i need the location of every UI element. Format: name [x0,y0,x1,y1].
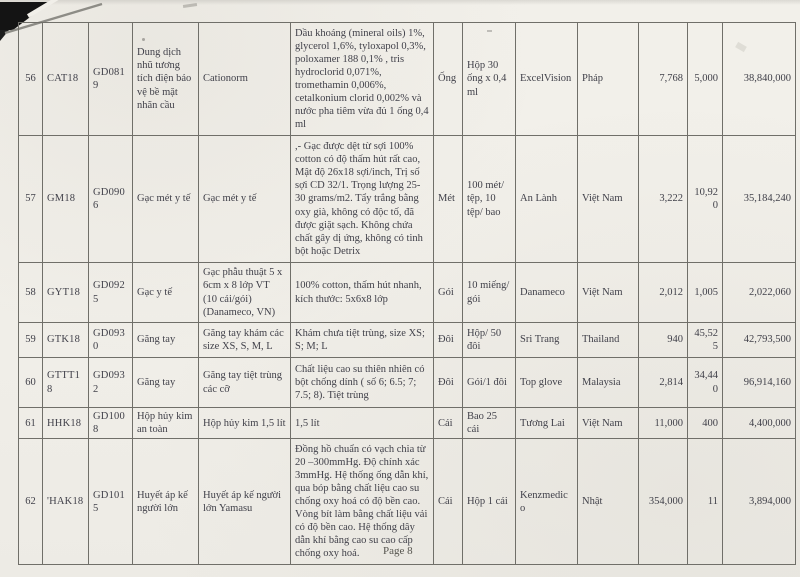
cell-item-code: 'HAK18 [43,439,89,565]
table-row [19,323,796,358]
cell-item-name: Huyết áp kế người lớn [133,439,199,565]
cell-quantity: 10,920 [688,136,723,263]
cell-packing: Bao 25 cái [463,408,516,439]
cell-packing: 10 miếng/ gói [463,263,516,323]
table-row [19,408,796,439]
cell-description: Chất liệu cao su thiên nhiên có bột chống dính ( số 6; 6.5; 7; 7.5; 8). Tiệt trùng [291,358,434,408]
cell-total-amount: 38,840,000 [723,23,796,136]
cell-unit-price: 7,768 [639,23,688,136]
cell-item-name: Gạc mét y tế [133,136,199,263]
cell-total-amount: 3,894,000 [723,439,796,565]
cell-manufacturer: Sri Trang [516,323,578,358]
cell-catalog-code: GD0906 [89,136,133,263]
cell-row-number: 56 [19,23,43,136]
cell-manufacturer: Danameco [516,263,578,323]
cell-item-name: Hộp hủy kim an toàn [133,408,199,439]
cell-item-code: CAT18 [43,23,89,136]
cell-row-number: 59 [19,323,43,358]
cell-item-name: Găng tay [133,323,199,358]
cell-product-name: Găng tay tiệt trùng các cỡ [199,358,291,408]
cell-row-number: 58 [19,263,43,323]
cell-total-amount: 42,793,500 [723,323,796,358]
cell-description: 100% cotton, thấm hút nhanh, kích thước: 5x6x8 lớp [291,263,434,323]
page-number-label: Page 8 [383,545,413,557]
cell-catalog-code: GD0925 [89,263,133,323]
cell-country: Việt Nam [578,408,639,439]
cell-product-name: Gạc mét y tế [199,136,291,263]
cell-packing: Hộp 30 ống x 0,4 ml [463,23,516,136]
cell-country: Việt Nam [578,263,639,323]
cell-country: Việt Nam [578,136,639,263]
cell-manufacturer: Top glove [516,358,578,408]
cell-total-amount: 35,184,240 [723,136,796,263]
cell-packing: Gói/1 đôi [463,358,516,408]
cell-catalog-code: GD1015 [89,439,133,565]
table-row [19,358,796,408]
cell-unit: Cái [434,408,463,439]
cell-packing: Hộp/ 50 đôi [463,323,516,358]
cell-unit: Ống [434,23,463,136]
cell-quantity: 400 [688,408,723,439]
cell-description: 1,5 lít [291,408,434,439]
cell-item-code: GTTT18 [43,358,89,408]
cell-item-name: Gạc y tế [133,263,199,323]
cell-unit-price: 940 [639,323,688,358]
cell-country: Thailand [578,323,639,358]
cell-manufacturer: Tương Lai [516,408,578,439]
cell-unit: Mét [434,136,463,263]
cell-item-code: HHK18 [43,408,89,439]
cell-quantity: 5,000 [688,23,723,136]
cell-description: Đồng hồ chuẩn có vạch chia từ 20 –300mmHg. Độ chính xác 3mmHg. Hệ thống ống dẫn khí, qua bóp bằng chất liệu cao su chống oxy hoá có độ bền cao. Vòng bít làm bằng chất liệu vải có độ bền cao. Hệ thống dây dẫn khí bằng cao su cao cấp chống oxy hoá. [291,439,434,565]
cell-catalog-code: GD0819 [89,23,133,136]
table-row [19,23,796,136]
cell-row-number: 62 [19,439,43,565]
supply-price-table [18,22,796,565]
cell-country: Malaysia [578,358,639,408]
cell-unit-price: 11,000 [639,408,688,439]
cell-country: Pháp [578,23,639,136]
cell-catalog-code: GD1008 [89,408,133,439]
cell-description: ,- Gạc được dệt từ sợi 100% cotton có độ thấm hút rất cao, Mật độ 26x18 sợi/inch, Trị số sợi CD 32/1. Trọng lượng 25-30 grams/m2. Tẩy trắng bằng oxy già, không có độc tố, đã được giặt sạch. Không chứa chất gây dị ứng, không có tinh bột hoặc Detrix [291,136,434,263]
cell-item-code: GYT18 [43,263,89,323]
cell-total-amount: 2,022,060 [723,263,796,323]
cell-unit-price: 3,222 [639,136,688,263]
cell-catalog-code: GD0932 [89,358,133,408]
cell-quantity: 34,440 [688,358,723,408]
cell-product-name: Huyết áp kế người lớn Yamasu [199,439,291,565]
cell-packing: 100 mét/ tệp, 10 tệp/ bao [463,136,516,263]
cell-quantity: 1,005 [688,263,723,323]
scan-edge-shadow [0,0,800,5]
table-body [19,23,796,565]
cell-description: Dầu khoáng (mineral oils) 1%, glycerol 1,6%, tyloxapol 0,3%, poloxamer 188 0,1% , tris hydroclorid 0,071%, tromethamin 0,006%, cetalkonium clorid 0,002% và nước pha tiêm vừa đủ 1 ống 0,4 ml [291,23,434,136]
cell-total-amount: 4,400,000 [723,408,796,439]
cell-manufacturer: Kenzmedico [516,439,578,565]
cell-item-code: GTK18 [43,323,89,358]
cell-row-number: 60 [19,358,43,408]
cell-unit: Đôi [434,358,463,408]
table-row [19,136,796,263]
cell-item-name: Dung dịch nhũ tương tích điện bảo vệ bề mặt nhãn cầu [133,23,199,136]
cell-unit: Cái [434,439,463,565]
cell-row-number: 57 [19,136,43,263]
cell-quantity: 11 [688,439,723,565]
cell-unit: Đôi [434,323,463,358]
cell-unit-price: 354,000 [639,439,688,565]
cell-quantity: 45,525 [688,323,723,358]
cell-item-name: Găng tay [133,358,199,408]
cell-unit-price: 2,012 [639,263,688,323]
cell-product-name: Gạc phẫu thuật 5 x 6cm x 8 lớp VT (10 cái/gói) (Danameco, VN) [199,263,291,323]
cell-total-amount: 96,914,160 [723,358,796,408]
cell-country: Nhật [578,439,639,565]
cell-manufacturer: ExcelVision [516,23,578,136]
cell-unit: Gói [434,263,463,323]
cell-manufacturer: An Lành [516,136,578,263]
cell-product-name: Hộp hủy kim 1,5 lít [199,408,291,439]
cell-item-code: GM18 [43,136,89,263]
cell-packing: Hộp 1 cái [463,439,516,565]
cell-description: Khám chưa tiệt trùng, size XS; S; M; L [291,323,434,358]
cell-product-name: Găng tay khám các size XS, S, M, L [199,323,291,358]
cell-unit-price: 2,814 [639,358,688,408]
cell-row-number: 61 [19,408,43,439]
cell-product-name: Cationorm [199,23,291,136]
table-row [19,263,796,323]
cell-catalog-code: GD0930 [89,323,133,358]
